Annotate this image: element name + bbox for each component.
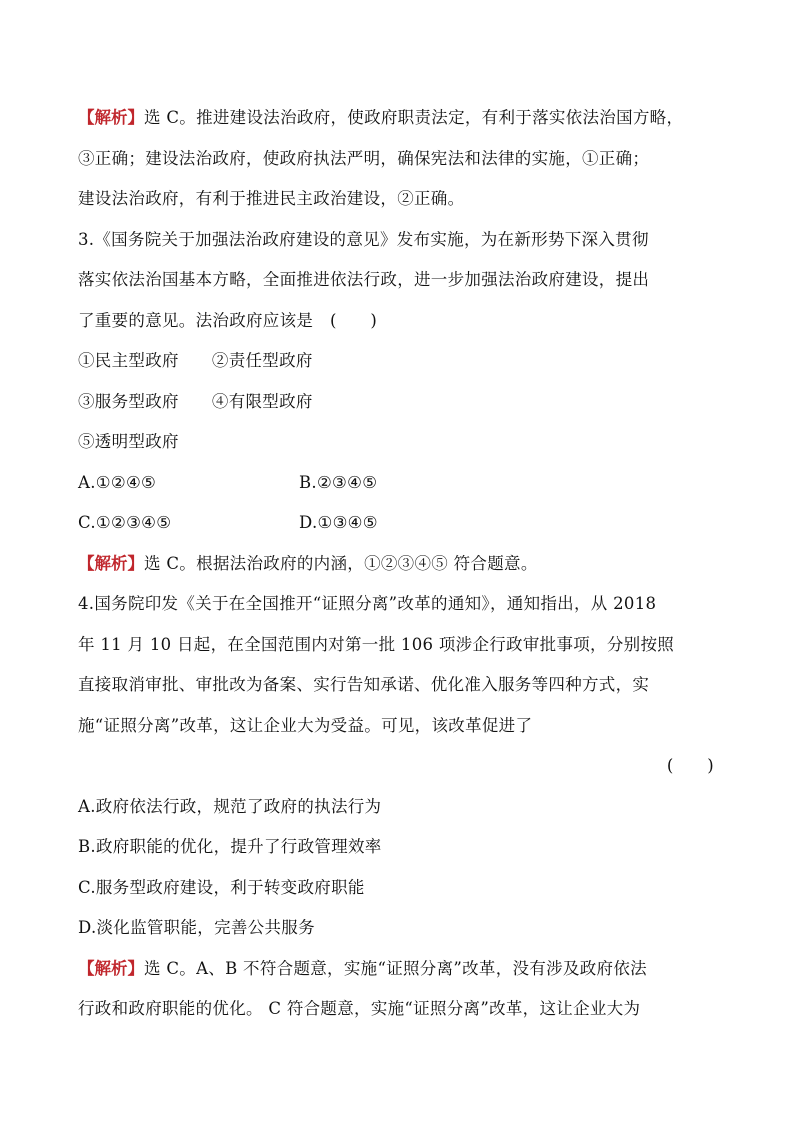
analysis-tag: 【解析】 (78, 108, 144, 127)
question-3-items-row (78, 382, 718, 423)
question-4-stem: 施“证照分离”改革，这让企业大为受益。可见，该改革促进了 (78, 715, 533, 735)
question-3-analysis (78, 544, 718, 585)
question-4-stem: 直接取消审批、审批改为备案、实行告知承诺、优化准入服务等四种方式，实 (78, 675, 650, 694)
analysis-text: 选 C。A、B 不符合题意，实施“证照分离”改革，没有涉及政府依法 (144, 958, 647, 978)
option-c: C.①②③④⑤ (78, 513, 172, 532)
option-a: A.①②④⑤ (78, 472, 157, 492)
option-d: D.①③④⑤ (299, 513, 378, 532)
item-limited: ④有限型政府 (211, 391, 313, 411)
question-3-stem: 3.《国务院关于加强法治政府建设的意见》发布实施，为在新形势下深入贯彻 (78, 229, 649, 249)
option-b: B.②③④⑤ (299, 472, 378, 492)
question-4-analysis (78, 949, 718, 990)
analysis-line (78, 98, 718, 139)
question-3-options-row (78, 463, 718, 504)
item-responsible: ②责任型政府 (211, 351, 313, 370)
question-3-items-row (78, 341, 718, 382)
item-democratic: ①民主型政府 (78, 351, 179, 370)
question-3-items-row (78, 422, 718, 463)
analysis-text: 选 C。推进建设法治政府，使政府职责法定，有利于落实依法治国方略， (144, 108, 684, 127)
analysis-line: 建设法治政府，有利于推进民主政治建设，②正确。 (78, 189, 465, 208)
question-3-options-row (78, 503, 718, 544)
option-b: B.政府职能的优化，提升了行政管理效率 (78, 837, 382, 856)
item-service: ③服务型政府 (78, 391, 179, 411)
answer-paren: ( ) (666, 756, 714, 775)
analysis-tag: 【解析】 (78, 553, 144, 573)
item-transparent: ⑤透明型政府 (78, 432, 179, 451)
analysis-text: 选 C。根据法治政府的内涵，①②③④⑤ 符合题意。 (144, 553, 538, 573)
question-3-stem: 落实依法治国基本方略，全面推进依法行政，进一步加强法治政府建设，提出 (78, 270, 650, 289)
question-3-stem: 了重要的意见。法治政府应该是 ( ) (78, 310, 378, 330)
option-a: A.政府依法行政，规范了政府的执法行为 (78, 796, 382, 816)
question-4-stem: 年 11 月 10 日起，在全国范围内对第一批 106 项涉企行政审批事项，分别按照 (78, 634, 675, 654)
question-4-analysis: 行政和政府职能的优化。 C 符合题意，实施“证照分离”改革，这让企业大为 (78, 999, 641, 1018)
document-page (78, 98, 718, 1030)
analysis-tag: 【解析】 (78, 958, 144, 978)
analysis-line: ③正确；建设法治政府，使政府执法严明，确保宪法和法律的实施，①正确； (78, 148, 650, 168)
question-4-stem: 4.国务院印发《关于在全国推开“证照分离”改革的通知》，通知指出，从 2018 (78, 594, 657, 613)
option-d: D.淡化监管职能，完善公共服务 (78, 918, 315, 937)
option-c: C.服务型政府建设，利于转变政府职能 (78, 877, 365, 897)
